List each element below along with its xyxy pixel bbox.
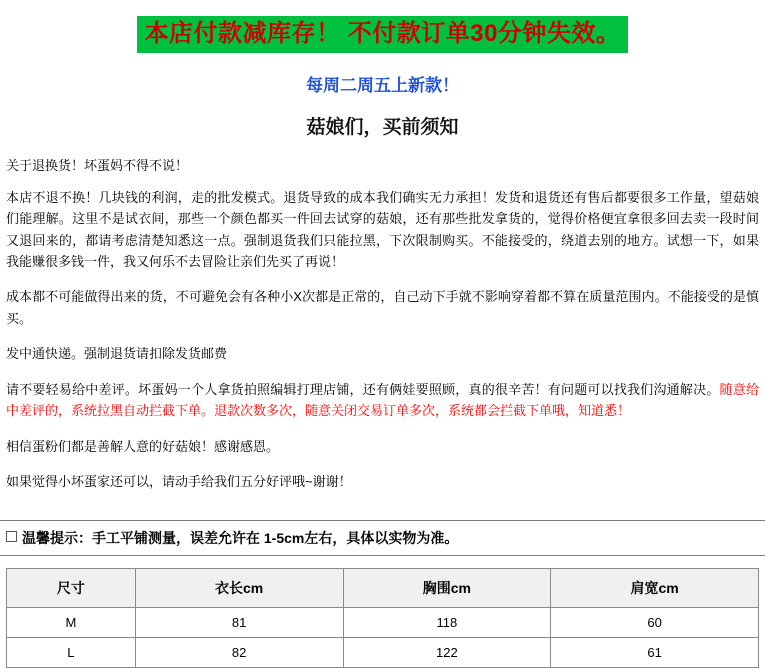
bullet-box-icon xyxy=(6,531,17,542)
pre-purchase-notice-title: 菇娘们，买前须知 xyxy=(306,117,459,139)
cell-length: 82 xyxy=(135,638,343,668)
measurement-tip-text: 温馨提示：手工平铺测量，误差允许在 1-5cm左右，具体以实物为准。 xyxy=(22,530,459,546)
cell-length: 81 xyxy=(135,608,343,638)
size-chart-table xyxy=(6,568,759,668)
paragraph-five-star-request: 如果觉得小坏蛋家还可以，请动手给我们五分好评哦~谢谢！ xyxy=(6,474,352,489)
header-shoulder: 肩宽cm xyxy=(551,569,759,608)
cell-size: L xyxy=(7,638,136,668)
store-policy-banner: 本店付款减库存！ 不付款订单30分钟失效。 xyxy=(137,16,629,53)
paragraph-thanks: 相信蛋粉们都是善解人意的好菇娘！感谢感恩。 xyxy=(6,438,280,454)
review-request-text: 请不要轻易给中差评。坏蛋妈一个人拿货拍照编辑打理店铺，还有俩娃要照顾，真的很辛苦！有问题可以找我们沟通解决。 xyxy=(6,381,720,397)
cell-shoulder: 60 xyxy=(551,608,759,638)
measurement-tip xyxy=(0,520,765,556)
paragraph-shipping-note: 发中通快递。强制退货请扣除发货邮费 xyxy=(6,346,228,362)
paragraph-return-intro: 关于退换货！坏蛋妈不得不说！ xyxy=(6,158,189,174)
paragraph-no-return-policy: 本店不退不换！几块钱的利润，走的批发模式。退货导致的成本我们确实无力承担！发货和退货还有售后都要很多工作量，望菇娘们能理解。这里不是试衣间，那些一个颜色都买一件回去试穿的菇娘，还有那些批发拿货的，觉得价格便宜拿很多回去卖一段时间又退回来的，都请考虑清楚知悉这一点。强制退货我们只能拉黑，下次限制购买。不能接受的，绕道去别的地方。试想一下，如果我能赚很多钱一件，我又何乐不去冒险让亲们先买了再说！ xyxy=(6,189,759,269)
table-row xyxy=(7,608,759,638)
paragraph-quality-note: 成本都不可能做得出来的货，不可避免会有各种小X次都是正常的，自己动下手就不影响穿着都不算在质量范围内。不能接受的是慎买。 xyxy=(6,289,759,326)
cell-bust: 122 xyxy=(343,638,551,668)
header-size: 尺寸 xyxy=(7,569,136,608)
cell-shoulder: 61 xyxy=(551,638,759,668)
table-header-row xyxy=(7,569,759,608)
new-arrivals-notice: 每周二周五上新款！ xyxy=(306,76,459,96)
banner-container xyxy=(0,0,765,53)
header-length: 衣长cm xyxy=(135,569,343,608)
size-chart-head xyxy=(7,569,759,608)
header-bust: 胸围cm xyxy=(343,569,551,608)
table-row xyxy=(7,638,759,668)
paragraph-review-request xyxy=(6,379,759,422)
cell-bust: 118 xyxy=(343,608,551,638)
notice-body xyxy=(0,155,765,492)
size-chart-body xyxy=(7,608,759,668)
review-warning-text: 随意给中差评的，系统拉黑自动拦截下单。退款次数多次，随意关闭交易订单多次，系统都会拦截下单哦，知道悉！ xyxy=(6,381,759,419)
cell-size: M xyxy=(7,608,136,638)
